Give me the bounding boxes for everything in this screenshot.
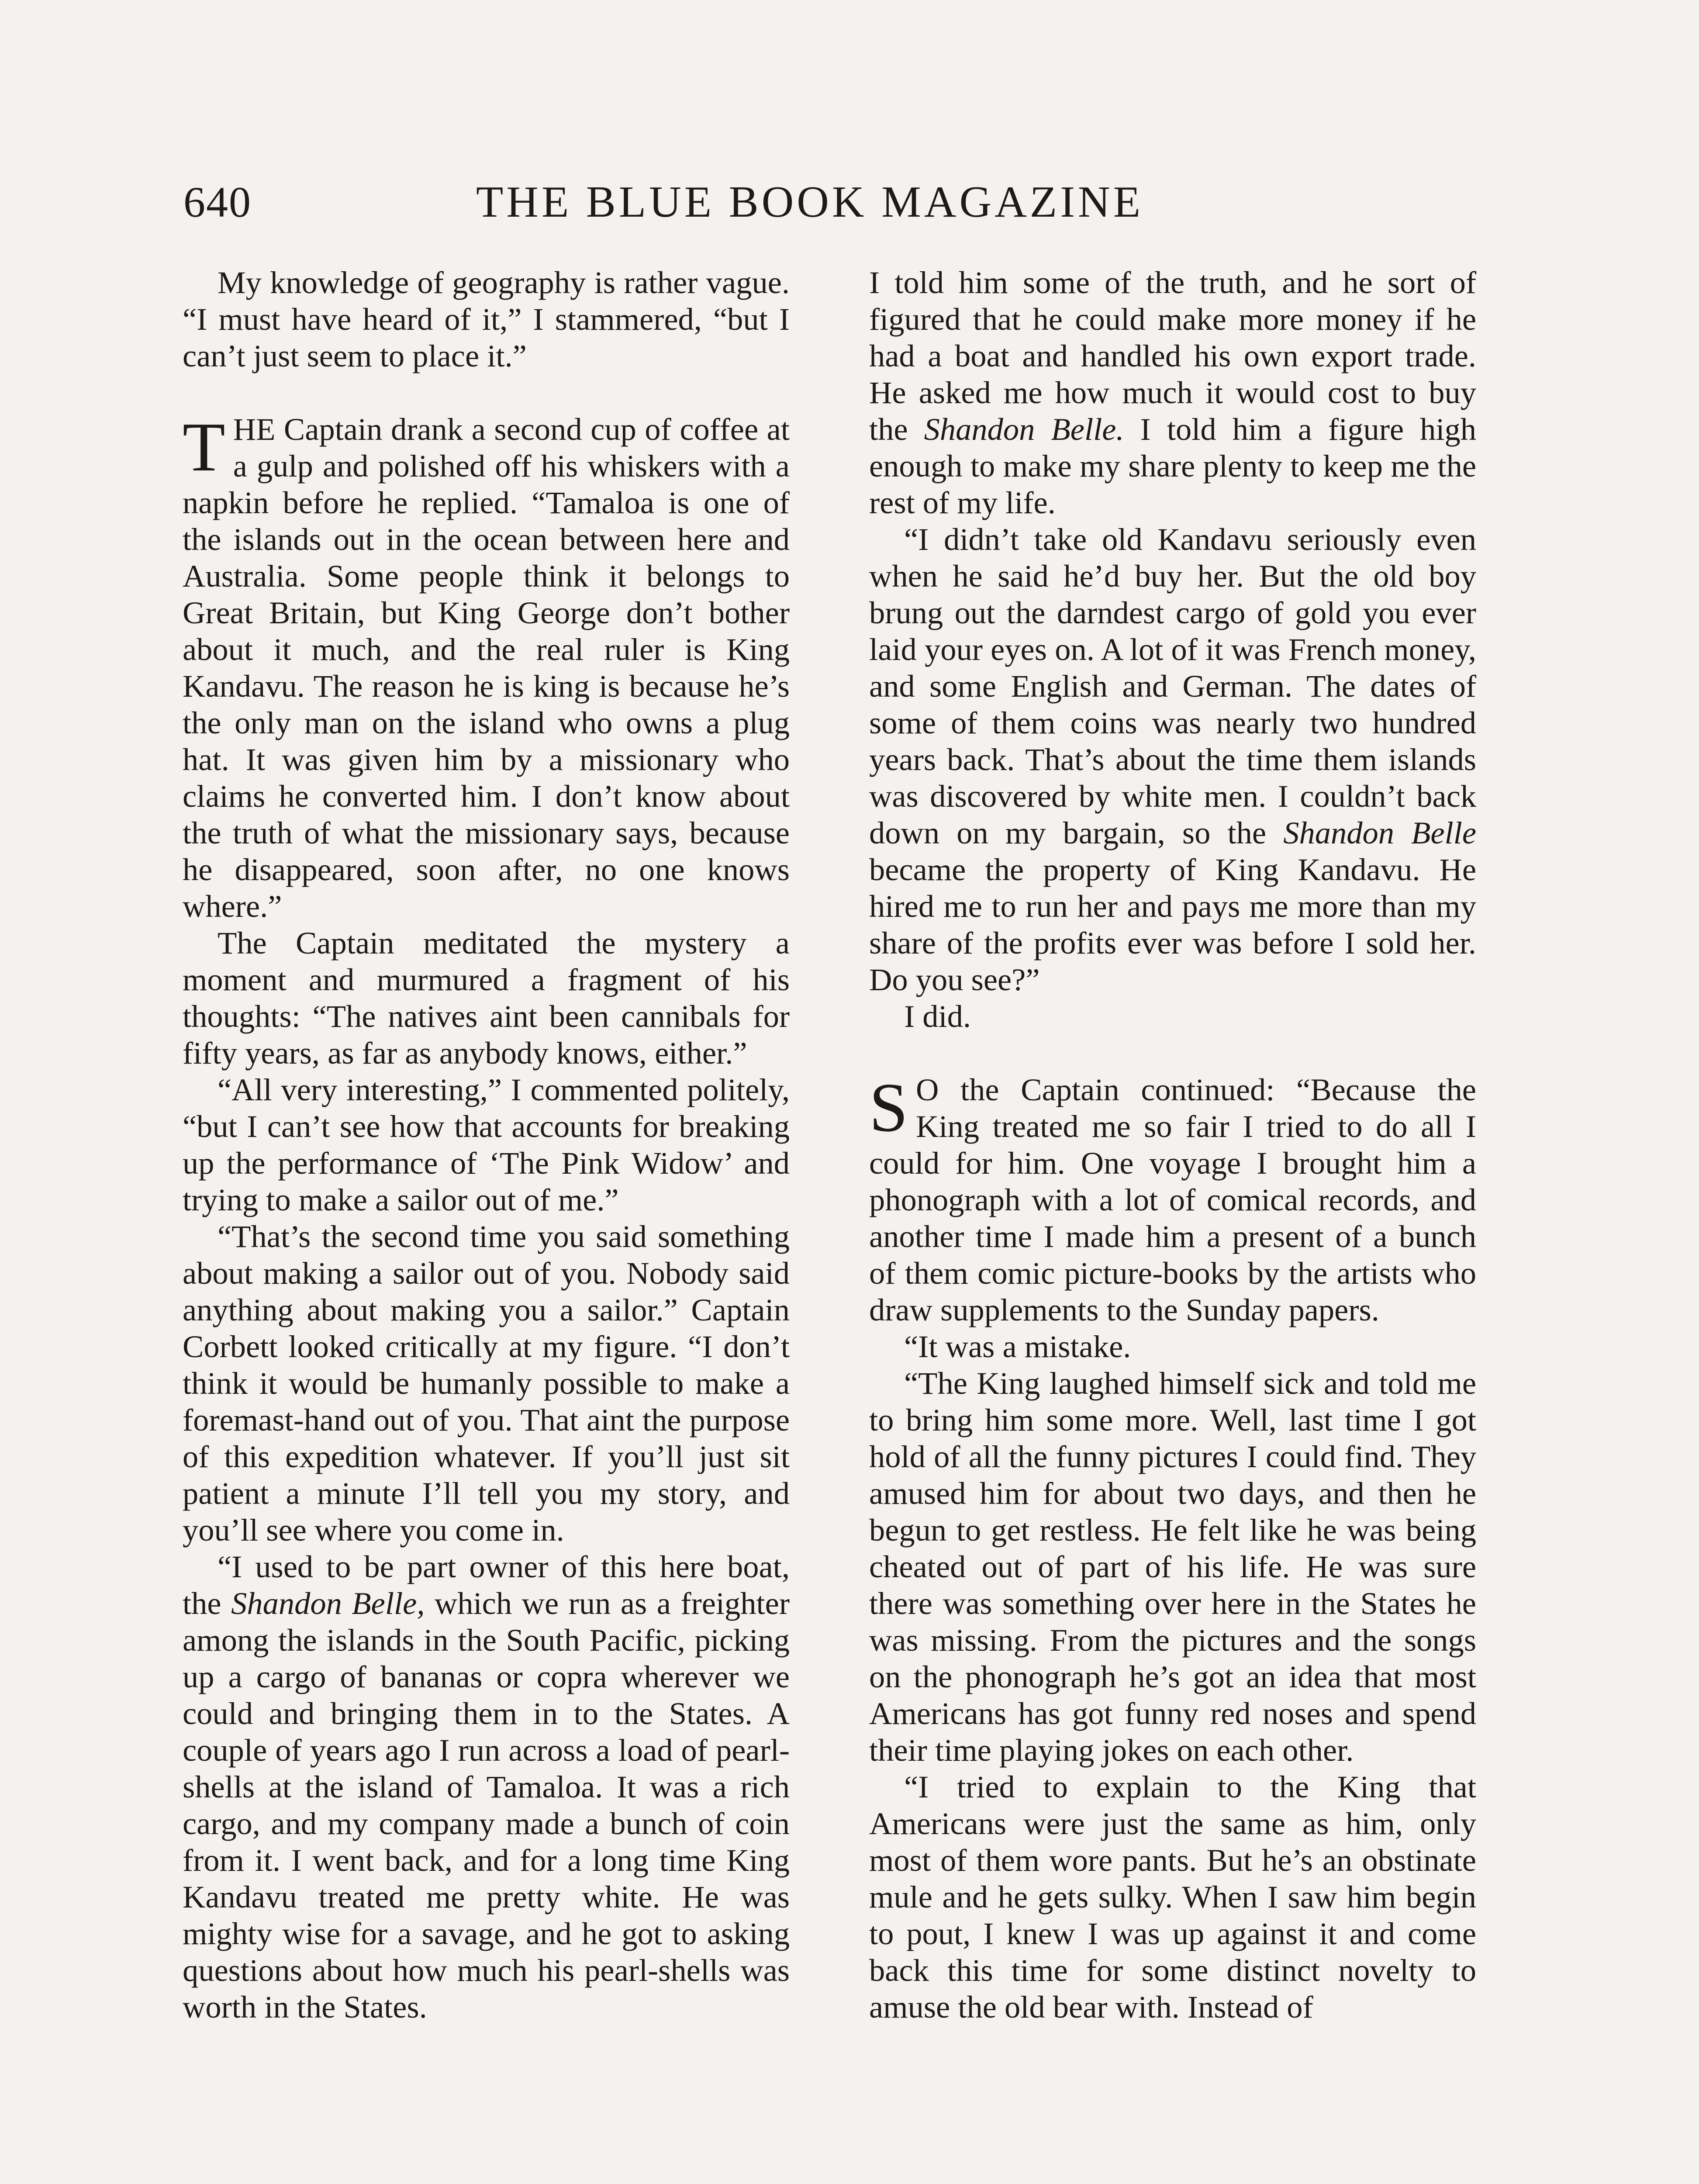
paragraph-text: “I didn’t take old Kandavu seriously even when he said he’d buy her. But the old boy brung out the darndest cargo of gold you ever laid your eyes on. A lot of it was French money, and some English and German. The dates of some of them coins was nearly two hundred years back. That’s about the time them islands was discovered by white men. I couldn’t back down on my bargain, so the (869, 522, 1476, 850)
paragraph: “The King laughed himself sick and told me to bring him some more. Well, last time I got hold of all the funny pictures I could find. They amused him for about two days, and then he begun to get restless. He felt like he was being cheated out of part of his life. He was sure there was something over here in the States he was missing. From the pictures and the songs on the phonograph he’s got an idea that most Americans has got funny red noses and spend their time playing jokes on each other. (869, 1365, 1476, 1768)
drop-cap: S (869, 1068, 908, 1146)
right-column (869, 264, 1476, 2025)
drop-cap: T (183, 408, 225, 486)
paragraph: “It was a mistake. (904, 1329, 1131, 1364)
paragraph: I did. (904, 999, 971, 1034)
paragraph: “That’s the second time you said something about making a sailor out of you. Nobody said anything about making you a sailor.” Captain Corbett looked critically at my figure. “I don’t think it would be humanly possible to make a foremast-hand out of you. That aint the purpose of this expedition whatever. If you’ll just sit patient a minute I’ll tell you my story, and you’ll see where you come in. (183, 1219, 790, 1548)
paragraph (869, 264, 1476, 521)
paragraph-text: which we run as a freighter among the islands in the South Pacific, picking up a cargo of bananas or copra wherever we could and bringing them in to the States. A couple of years ago I run across a load of pearl-shells at the island of Tamaloa. It was a rich cargo, and my company made a bunch of coin from it. I went back, and for a long time King Kandavu treated me pretty white. He was mighty wise for a savage, and he got to asking questions about how much his pearl-shells was worth in the States. (183, 1586, 790, 2025)
paragraph (869, 521, 1476, 998)
paragraph-dropcap (869, 1068, 1476, 1328)
page-number: 640 (183, 178, 252, 226)
paragraph-text: I told him a figure high enough to make my share plenty to keep me the rest of my life. (869, 411, 1476, 520)
ship-name: Shandon Belle, (231, 1586, 425, 1621)
paragraph (183, 1548, 790, 2025)
paragraph-text: O the Captain continued: “Because the King treated me so fair I tried to do all I could for him. One voyage I brought him a phonograph with a lot of comical records, and another time I made him a present of a bunch of them comic picture-books by the artists who draw supplements to the Sunday papers. (869, 1072, 1476, 1327)
paragraph: My knowledge of geography is rather vague. “I must have heard of it,” I stammered, “but I can’t just seem to place it.” (183, 265, 790, 373)
paragraph-dropcap (183, 408, 790, 925)
page-header (183, 169, 1219, 235)
paragraph-text: HE Captain drank a second cup of coffee at a gulp and polished off his whiskers with a napkin before he replied. “Tamaloa is one of the islands out in the ocean between here and Australia. Some people think it belongs to Great Britain, but King George don’t bother about it much, and the real ruler is King Kandavu. The reason he is king is because he’s the only man on the island who owns a plug hat. It was given him by a missionary who claims he converted him. I don’t know about the truth of what the missionary says, because he disappeared, soon after, no one knows where.” (183, 411, 790, 924)
ship-name: Shandon Belle. (924, 411, 1124, 447)
paragraph-text: became the property of King Kandavu. He hired me to run her and pays me more than my share of the profits ever was before I sold her. Do you see?” (869, 852, 1476, 997)
paragraph: “All very interesting,” I commented politely, “but I can’t see how that accounts for breaking up the performance of ‘The Pink Widow’ and trying to make a sailor out of me.” (183, 1072, 790, 1217)
paragraph-text: I told him some of the truth, and he sort of figured that he could make more money if he had a boat and handled his own export trade. He asked me how much it would cost to buy the (869, 265, 1476, 447)
paragraph-text: “I used to be part owner of this here boat, the (183, 1549, 790, 1621)
ship-name: Shandon Belle (1283, 815, 1476, 850)
paragraph: “I tried to explain to the King that Americans were just the same as him, only most of them wore pants. But he’s an obstinate mule and he gets sulky. When I saw him begin to pout, I knew I was up against it and come back this time for some distinct novelty to amuse the old bear with. Instead of (869, 1769, 1476, 2025)
left-column (183, 264, 790, 2025)
paragraph: The Captain meditated the mystery a moment and murmured a fragment of his thoughts: “The natives aint been cannibals for fifty years, as far as anybody knows, either.” (183, 925, 790, 1071)
magazine-title: THE BLUE BOOK MAGAZINE (476, 177, 1144, 227)
